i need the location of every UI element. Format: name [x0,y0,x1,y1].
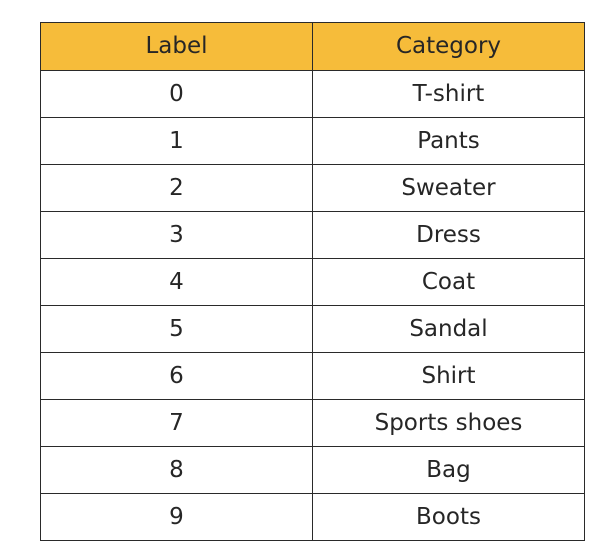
table-row [41,212,585,259]
header-category: Category [313,23,585,71]
row-category-cell: Coat [313,259,585,306]
table-row [41,400,585,447]
row-category-cell: Bag [313,447,585,494]
row-label-cell: 8 [41,447,313,494]
row-category-cell: Sweater [313,165,585,212]
row-category-cell: Boots [313,494,585,541]
row-label-cell: 0 [41,71,313,118]
table-row [41,165,585,212]
row-label-cell: 4 [41,259,313,306]
table-row [41,494,585,541]
row-category-cell: Pants [313,118,585,165]
row-category-cell: Shirt [313,353,585,400]
row-label-cell: 9 [41,494,313,541]
row-label-cell: 6 [41,353,313,400]
row-category-cell: Dress [313,212,585,259]
table-row [41,259,585,306]
table-header-row [41,23,585,71]
label-category-table [40,22,585,541]
label-category-table-container [40,22,584,541]
row-label-cell: 2 [41,165,313,212]
row-category-cell: Sandal [313,306,585,353]
table-row [41,447,585,494]
header-label: Label [41,23,313,71]
table-row [41,353,585,400]
row-category-cell: Sports shoes [313,400,585,447]
table-row [41,306,585,353]
table-row [41,118,585,165]
row-label-cell: 3 [41,212,313,259]
row-label-cell: 5 [41,306,313,353]
row-label-cell: 7 [41,400,313,447]
row-label-cell: 1 [41,118,313,165]
table-row [41,71,585,118]
row-category-cell: T-shirt [313,71,585,118]
